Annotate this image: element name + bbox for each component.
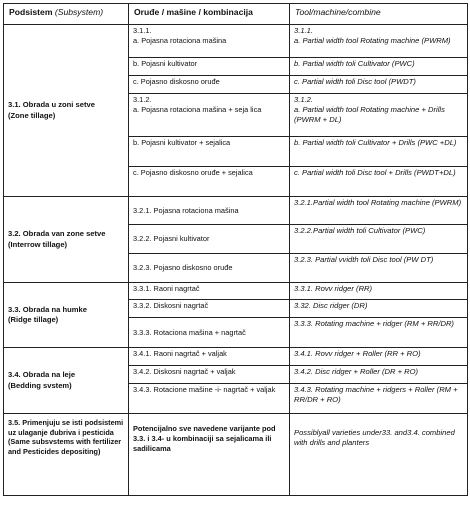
tool-sr-cell: 3.4.3. Rotacione mašine -i- nagrtač + valjak: [129, 384, 290, 414]
header-row: [4, 4, 468, 25]
subsystem-cell: [4, 348, 129, 414]
tool-sr-cell: b. Pojasni kultivator + sejalica: [129, 137, 290, 167]
tool-en-cell: 3.4.1. Rovv ridger + Roller (RR + RO): [290, 348, 468, 366]
tool-sr-cell: 3.3.1. Raoni nagrtač: [129, 283, 290, 300]
table-row: [4, 283, 468, 300]
tool-en-cell: 3.4.3. Rotating machine + ridgers + Roller (RM + RR/DR + RO): [290, 384, 468, 414]
tool-en-cell: c. Partial width toli Disc tool + Drills (PWDT+DL): [290, 167, 468, 197]
subsystem-label-en: (Ridge tillage): [8, 315, 59, 324]
tool-sr-cell: 3.3.2. Diskosni nagrtač: [129, 300, 290, 318]
tool-sr-cell: Potencijalno sve navedene varijante pod 3.3. i 3.4- u kombinaciji sa sejalicama ili sadilicama: [129, 414, 290, 496]
tool-sr-cell: c. Pojasno diskosno oruđe + sejalica: [129, 167, 290, 197]
subsystem-label: 3.4. Obrada na leje: [8, 370, 76, 380]
header-subsystem-label: Podsistem: [9, 7, 53, 17]
header-subsystem-en: (Subsystem): [54, 7, 104, 17]
tool-en-cell: c. Partial width toli Disc tool (PWDT): [290, 76, 468, 94]
tool-sr-cell: 3.4.2. Diskosni nagrtač + valjak: [129, 366, 290, 384]
table-row: [4, 25, 468, 58]
subsystem-label-en: (Same subsvstems with fertilizer and Pesticides depositing): [8, 437, 122, 456]
header-subsystem: [4, 4, 129, 25]
subsystem-label: 3.1. Obrada u zoni setve: [8, 100, 95, 110]
tool-en-cell: Possiblyall varieties under33. and3.4. combined with drills and planters: [290, 414, 468, 496]
header-tool-sr: Oruđe / mašine / kombinacija: [129, 4, 290, 25]
tool-sr-cell: 3.2.1. Pojasna rotaciona mašina: [129, 197, 290, 225]
tool-en-cell: 3.1.1. a. Partial width tool Rotating machine (PWRM): [290, 25, 468, 58]
table-row: [4, 197, 468, 225]
subsystem-label-en: (Zone tillage): [8, 110, 56, 120]
tool-sr-cell: 3.2.3. Pojasno diskosno oruđe: [129, 254, 290, 283]
tool-en-cell: b. Partial width toli Cultivator (PWC): [290, 58, 468, 76]
tool-sr-cell: 3.3.3. Rotaciona mašina + nagrtač: [129, 318, 290, 348]
tool-sr-cell: 3.2.2. Pojasni kultivator: [129, 225, 290, 254]
table-row: [4, 414, 468, 496]
subsystem-cell: [4, 414, 129, 496]
subsystem-label: 3.3. Obrada na humke: [8, 304, 87, 314]
tool-sr-cell: 3.1.2. a. Pojasna rotaciona mašina + seja lica: [129, 94, 290, 137]
tool-sr-cell: c. Pojasno diskosno oruđe: [129, 76, 290, 94]
tool-en-cell: 3.1.2. a. Partial width tool Rotating machine + Drills (PWRM + DL): [290, 94, 468, 137]
tool-en-cell: b. Partial width toli Cultivator + Drills (PWC +DL): [290, 137, 468, 167]
subsystem-cell: [4, 283, 129, 348]
tool-en-cell: 3.4.2. Disc ridger + Roller (DR + RO): [290, 366, 468, 384]
subsystem-label: 3.2. Obrada van zone setve: [8, 229, 106, 239]
subsystem-label-en: (Interrow tillage): [8, 239, 68, 249]
tool-en-cell: 3.2.1.Partial width tool Rotating machine (PWRM): [290, 197, 468, 225]
tool-en-cell: 3.3.1. Rovv ridger (RR): [290, 283, 468, 300]
tool-sr-cell: 3.1.1. a. Pojasna rotaciona mašina: [129, 25, 290, 58]
tool-en-cell: 3.2.2.Partial width toli Cultivator (PWC): [290, 225, 468, 254]
subsystem-label-en: (Bedding svstem): [8, 380, 72, 390]
tool-sr-cell: b. Pojasni kultivator: [129, 58, 290, 76]
subsystem-cell: [4, 25, 129, 197]
subsystem-cell: [4, 197, 129, 283]
tool-en-cell: 3.3.3. Rotating machine + ridger (RM + RR/DR): [290, 318, 468, 348]
table-row: [4, 348, 468, 366]
tillage-subsystems-table: [3, 3, 468, 496]
tool-en-cell: 3.32. Disc ridger (DR): [290, 300, 468, 318]
subsystem-label: 3.5. Primenjuju se isti podsistemi uz ulaganje đubriva i pesticida: [8, 418, 124, 437]
tool-en-cell: 3.2.3. Partial vvidth toli Disc tool (PW DT): [290, 254, 468, 283]
tool-sr-cell: 3.4.1. Raoni nagrtač + valjak: [129, 348, 290, 366]
header-tool-en: Tool/machine/combine: [290, 4, 468, 25]
